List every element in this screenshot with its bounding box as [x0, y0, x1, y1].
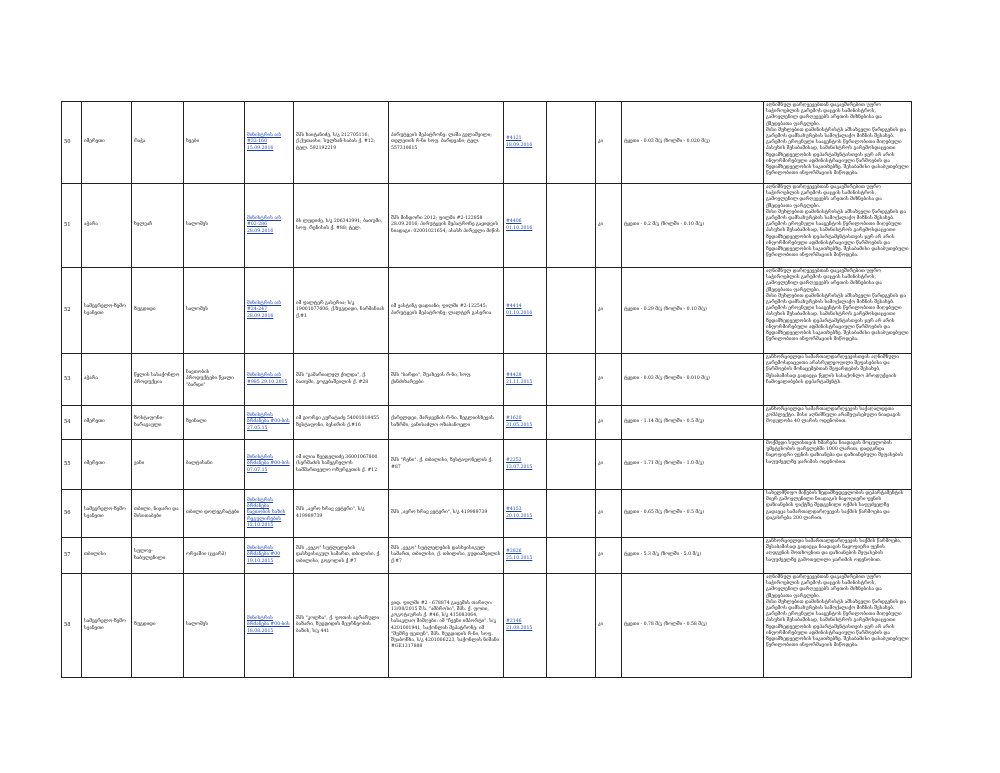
owner-cell [294, 268, 389, 354]
registration-link-text[interactable]: #4153 20.10.2015 [506, 507, 533, 519]
permit-link [245, 184, 294, 268]
permit-link [245, 406, 294, 440]
object-cell [184, 490, 245, 538]
quota-cell [622, 538, 764, 574]
quota-cell [622, 354, 764, 406]
notes-cell [764, 354, 912, 406]
table-row [62, 268, 912, 354]
registration-link [504, 102, 547, 184]
buyer-cell-text: ვიდ. ფილმი #2 - 678874 გაცემის თარიღი: 13/08/2015 შ.ს. "ამბროსი", შპს. ქ. ფოთი, კოკოტაურის ქ. #46, ს/კ 415083064, სასაკლაო მიმღები: იმ "ჩვენი იმპორტი", ს/კ 4201001941, საქონლის მეპატრონე: იმ "მუმრე ფეთუნ", შპს. ზუგდიდის რ-ნი, სოფ. შუაბოჩხა, ს/კ 4201006223, საქონლის ნიშანი #GE1317888 [391, 600, 500, 650]
note-line: აღნიშნულ დარღვევებთან დაკავშირებით უფრო საჭიროებლის გარემოს დაცვის სამინისტროს, გამოვლენილ დარღვევებს არეთის მიზნებისა და ქმედებათა ფარგლები. [766, 269, 882, 293]
status-cell [596, 440, 622, 490]
permit-link [245, 490, 294, 538]
buyer-cell [389, 538, 504, 574]
notes-cell [764, 574, 912, 678]
quota-cell [622, 440, 764, 490]
blank-cell [547, 268, 596, 354]
permit-link-text[interactable]: მინისტრის ა/ბ #02-286 28.09.2016 [247, 216, 282, 234]
buyer-cell-text: პირუტყვის მეპატრონე: ლაშა გელაშვილი; თელეთის რ-ნი სოფ. ბარდვანი; ტელ. 557310615 [391, 133, 492, 151]
status-cell-text: კი [598, 622, 604, 628]
permit-link-text[interactable]: მინისტრის ბრძანება ნავთობის ხაზის რეგულირების 12.10.2015 [247, 498, 286, 528]
owner-cell [294, 406, 389, 440]
note-line: მოქმედი სულისთვის ხმარება ნიადაგის მოცულობის უმეტესობის ფარგლებში 1000 ლარით, დადგინდა ნაყოფიერი ფენის დაზიანება და დაზიანებული შეფასების საფუძველზე ჯარიმის ოდენობით. [766, 441, 904, 465]
row-number-text: 52 [64, 306, 71, 313]
registration-link-text[interactable]: #1620 31.05.2015 [506, 416, 533, 428]
district-cell-text: ვანი [134, 461, 145, 467]
status-cell [596, 538, 622, 574]
object-cell-text: სალომეს [186, 622, 209, 628]
object-cell [184, 184, 245, 268]
status-cell [596, 184, 622, 268]
row-number [62, 184, 82, 268]
district-cell-text: ზუგდიდი [134, 307, 156, 313]
region-cell-text: აჭარა [84, 376, 98, 382]
note-line: აღნიშნულ დარღვევებთან დაკავშირებით უფრო საჭიროებლის გარემოს დაცვის სამინისტროს, გამოვლენილ დარღვევებს არეთის მიზნებისა და ქმედებათა ფარგლები. [766, 185, 882, 209]
row-number-text: 55 [64, 460, 71, 467]
object-cell-text: ბალტისანი [186, 461, 213, 467]
registration-link-text[interactable]: #4121 18.09.2016 [506, 136, 533, 148]
note-line: გარემოს ეროვნული სააგენტოს წერილობითი მიღებული პასუხის შესაბამისად, სამინისტროს გარემოსდაცვითი ზედამხედველობის დეპარტამენტისთვის ჯერ არ არის ინფორმირებული ადმინისტრაციული წარმოების და ზედამხედველობის საკითხებზე. შესაბამისი დასაბუთებული წერილობითი ინფორმაციის მიწოდება. [766, 140, 909, 177]
owner-cell [294, 440, 389, 490]
permit-link-text[interactable]: მინისტრის ა/ბ #985 29.10.2015 [247, 373, 288, 385]
status-cell-text: კი [598, 222, 604, 228]
note-line: განხორციელდა სამართალდარღვევის საქაღალდეთა კომპლექტი. მისი აღნიშნული არაშეფასებული ნიადაგის მოცულობა 40 ლარის ოდენობით. [766, 407, 901, 425]
buyer-cell [389, 184, 504, 268]
status-cell-text: კი [598, 552, 604, 558]
object-cell [184, 102, 245, 184]
buyer-cell-text: შპს მინდორი 2012; ფილმი #2-122858 28.09.2016; პირუტყვის მეპატრონე გაყიდვის ნიადაგი: 02001021654; ასასხ პირველი მიწის [391, 216, 500, 234]
region-cell [82, 574, 132, 678]
row-number [62, 354, 82, 406]
region-cell [82, 440, 132, 490]
quota-cell-text: ტყეთი - 0.65 მ/კ (ზოლში - 0.5 მ/კ) [624, 510, 704, 516]
owner-cell-text: იმ გიორგი კურატაძე 54001018455 ზესტაფონი, ბესირის ქ.#16 [296, 416, 380, 428]
region-cell-text: აჭარა [84, 222, 98, 228]
blank-cell [547, 538, 596, 574]
permit-link [245, 354, 294, 406]
row-number [62, 268, 82, 354]
note-line: სახელმწიფო მიწების ზედამხედველობის დეპარტამენტის მიერ გამოვლენილი ნიადაგის ნაყოფიერი ფენის დაზიანების ფაქტზე შედგენილი ოქმის საფუძველზე გადაეცა სამართალდარღვევის საქმის წარმოება და დაკისრება 200 ლარით. [766, 491, 904, 521]
row-number [62, 490, 82, 538]
quota-cell [622, 406, 764, 440]
object-cell [184, 268, 245, 354]
row-number-text: 54 [64, 418, 71, 425]
notes-cell [764, 490, 912, 538]
status-cell-text: კი [598, 307, 604, 313]
row-number [62, 102, 82, 184]
blank-cell [547, 406, 596, 440]
note-line: განხორციელდა სამართალდარღვევისთვის აღნიშნული გარემოსდაცვითი არასრულყოფილი შეფასებისა და წარმოების მონაცემებთან შეფარდების შესახებ, შესაბამისად გადაეცა წყლის სასაქონლო პროდუქციის ჩამოყალიბების დეპარტამენტს. [766, 355, 899, 385]
owner-cell [294, 354, 389, 406]
owner-cell-text: შპს „ავრო ხრავ ვეტერი", ს/კ 419989739 [296, 507, 365, 519]
district-cell-text: ხელვაჩ [134, 222, 153, 228]
blank-cell [547, 574, 596, 678]
district-cell-text: წყლის სასაქონლო პროდუქცია [134, 373, 180, 385]
note-line: მისი მუხლებით დამინისტრისტს ამსახველი წარდგენის და გარემოს დამსახურების სამოქალაქო მიზნის შესახებ. [766, 127, 906, 139]
notes-cell [764, 538, 912, 574]
permit-link [245, 268, 294, 354]
row-number-text: 53 [64, 375, 71, 382]
registration-link [504, 406, 547, 440]
registration-link [504, 574, 547, 678]
owner-cell-text: ბს ლუდიძე, ს/კ 206343991; ბათუმი, სოფ. რენისის ქ. #88; ტელ. [296, 219, 383, 231]
district-cell-text: თბილი, ნიჯარი და მისითაბები [134, 507, 179, 519]
quota-cell-text: ტყეთი - 1.14 მ/კ (ზოლში - 0.5 მ/კ) [624, 419, 704, 425]
table-row [62, 406, 912, 440]
status-cell [596, 490, 622, 538]
permits-table [61, 101, 912, 678]
object-cell-text: ნავთობის პროდუქტები წყალი "ბარდი" [186, 370, 234, 388]
region-cell [82, 538, 132, 574]
permit-link-text[interactable]: მინისტრის ა/ბ #33-160 15.09.2016 [247, 133, 282, 151]
permit-link [245, 538, 294, 574]
object-cell-text: ზეინალი [186, 419, 207, 425]
owner-cell [294, 102, 389, 184]
owner-cell [294, 574, 389, 678]
row-number-text: 57 [64, 551, 71, 558]
district-cell-text: ზოსტაფონი-ხარაგაული [134, 416, 164, 428]
district-cell [132, 538, 184, 574]
registration-link [504, 354, 547, 406]
region-cell-text: სამეგრელო-ზემო სვანეთი [84, 619, 126, 631]
note-line: გარემოს ეროვნული სააგენტოს წერილობითი მიღებული პასუხის შესაბამისად, სამინისტროს გარემოსდაცვითი ზედამხედველობის დეპარტამენტისთვის ჯერ არ არის ინფორმირებული ადმინისტრაციული წარმოების და ზედამხედველობის საკითხებზე. შესაბამისი დასაბუთებული წერილობითი ინფორმაციის მიწოდება. [766, 222, 909, 259]
table-row [62, 440, 912, 490]
region-cell [82, 354, 132, 406]
buyer-cell [389, 440, 504, 490]
row-number [62, 406, 82, 440]
buyer-cell [389, 406, 504, 440]
region-cell [82, 490, 132, 538]
row-number-text: 50 [64, 138, 71, 145]
region-cell-text: სამეგრელო-ზემო სვანეთი [84, 507, 126, 519]
buyer-cell-text: ქარელდეი, მარჯვენის რ-ნი. ზეგლიისხევის საზრმი, ვანისაძლო ოზაბანოელი [391, 416, 494, 428]
quota-cell [622, 102, 764, 184]
note-line: აღნიშნულ დარღვევებთან დაკავშირებით უფრო საჭიროებლის გარემოს დაცვის სამინისტროს, გამოვლენილ დარღვევებს არეთის მიზნებისა და ქმედებათა ფარგლები. [766, 103, 882, 127]
object-cell [184, 354, 245, 406]
status-cell-text: კი [598, 419, 604, 425]
buyer-cell [389, 490, 504, 538]
district-cell-text: ზუგდიდი [134, 622, 156, 628]
blank-cell [547, 440, 596, 490]
quota-cell-text: ტყეთი - 5.3 მ/კ (ზოლში - 5.0 მ/კ) [624, 552, 701, 558]
note-line: გარემოს ეროვნული სააგენტოს წერილობითი მიღებული პასუხის შესაბამისად, სამინისტროს გარემოსდაცვითი ზედამხედველობის დეპარტამენტისთვის ჯერ არ არის ინფორმირებული ადმინისტრაციული წარმოების და ზედამხედველობის საკითხებზე. შესაბამისი დასაბუთებული წერილობითი ინფორმაციის მიწოდება. [766, 612, 909, 649]
note-line: გარემოს ეროვნული სააგენტოს წერილობითი მიღებული პასუხის შესაბამისად, სამინისტროს გარემოსდაცვითი ზედამხედველობის დეპარტამენტისთვის ჯერ არ არის ინფორმირებული ადმინისტრაციული წარმოების და ზედამხედველობის საკითხებზე. შესაბამისი დასაბუთებული წერილობითი ინფორმაციის მიწოდება. [766, 306, 909, 343]
buyer-cell [389, 354, 504, 406]
region-cell [82, 268, 132, 354]
quota-cell [622, 268, 764, 354]
registration-link-text[interactable]: #4414 01.10.2016 [506, 304, 533, 316]
owner-cell-text: შპს "გამარიალელ ქილდა", ქ. ბათუმი, გოგებაშვილის ქ. #28 [296, 373, 369, 385]
buyer-cell-text: იმ ვასტინგ დადიანი; ფილმი #2-122545; პირუტყვის მეპატრონე; ლალტერ გასერია [391, 304, 492, 316]
district-cell [132, 574, 184, 678]
permit-link-text[interactable]: მინისტრის ბრძანება #00 19.10.2015 [247, 546, 281, 564]
region-cell-text: იმერეთი [84, 419, 105, 425]
permit-link-text[interactable]: მინისტრის ბრძანება #00-ბის 18.08.2015 [247, 616, 290, 634]
registration-link [504, 440, 547, 490]
notes-cell [764, 268, 912, 354]
region-cell [82, 406, 132, 440]
quota-cell-text: ტყეთი - 0.03 მ/კ (ზოლში - 0.010 მ/კ) [624, 376, 710, 382]
registration-link [504, 490, 547, 538]
district-cell-text: სულოე-ხაბულეჩილი [134, 549, 166, 561]
table-row [62, 574, 912, 678]
object-cell [184, 406, 245, 440]
registration-link-text[interactable]: #2252 13.07.2015 [506, 458, 533, 470]
row-number [62, 440, 82, 490]
region-cell-text: იმერეთი [84, 461, 105, 467]
object-cell-text: ორვაშიი (ცვარპ) [186, 552, 227, 558]
table-row [62, 102, 912, 184]
region-cell-text: თბილისი [84, 552, 106, 558]
permit-link-text[interactable]: მინისტრის ბრძანება #00-ბის 07.07.15 [247, 455, 290, 473]
row-number-text: 56 [64, 509, 71, 516]
buyer-cell-text: შპს "რენი", ქ. თბილისი, ზესტაფონელის ქ. #87 [391, 458, 493, 470]
quota-cell-text: ტყეთი - 0.03 მ/კ (ზოლში - 0.020 მ/კ) [624, 139, 710, 145]
district-cell [132, 184, 184, 268]
blank-cell [547, 102, 596, 184]
registration-link-text[interactable]: #4406 01.10.2016 [506, 219, 533, 231]
notes-cell [764, 440, 912, 490]
object-cell-text: ხეები [186, 139, 200, 145]
status-cell [596, 406, 622, 440]
note-line: მისი მუხლებით დამინისტრისტს ამსახველი წარდგენის და გარემოს დამსახურების სამოქალაქო მიზნის შესახებ. [766, 293, 906, 305]
blank-cell [547, 184, 596, 268]
permit-link-text[interactable]: მინისტრის ბრძანება #00-ბის 27.05.15 [247, 413, 290, 431]
table-row [62, 184, 912, 268]
status-cell [596, 268, 622, 354]
object-cell [184, 538, 245, 574]
buyer-cell-text: შპს "ბარდი", შუახევის რ-ნი, სოფ. ქინძიხარვები [391, 373, 472, 385]
buyer-cell [389, 102, 504, 184]
status-cell [596, 102, 622, 184]
object-cell-text: სალომეს [186, 222, 209, 228]
buyer-cell [389, 268, 504, 354]
permit-link [245, 440, 294, 490]
status-cell-text: კი [598, 376, 604, 382]
status-cell-text: კი [598, 510, 604, 516]
quota-cell [622, 574, 764, 678]
region-cell [82, 102, 132, 184]
blank-cell [547, 490, 596, 538]
registration-link-text[interactable]: #2146 21.08.2015 [506, 619, 533, 631]
table-row [62, 490, 912, 538]
registration-link [504, 538, 547, 574]
owner-cell [294, 538, 389, 574]
district-cell [132, 490, 184, 538]
object-cell [184, 574, 245, 678]
permit-link [245, 102, 294, 184]
notes-cell [764, 184, 912, 268]
note-line: მისი მუხლებით დამინისტრისტს ამსახველი წარდგენის და გარემოს დამსახურების სამოქალაქო მიზნის შესახებ. [766, 209, 906, 221]
region-cell-text: სამეგრელო-ზემო სვანეთი [84, 304, 126, 316]
region-cell-text: იმერეთი [84, 139, 105, 145]
status-cell-text: კი [598, 139, 604, 145]
note-line: აღნიშნულ დარღვევებთან დაკავშირებით უფრო საჭიროებლის გარემოს დაცვის სამინისტროს, გამოვლენილ დარღვევებს არეთის მიზნებისა და ქმედებათა ფარგლები. [766, 575, 882, 599]
quota-cell-text: ტყეთი - 0.2 მ/კ (ზოლში - 0.10 მ/კ) [624, 222, 704, 228]
table-body [62, 102, 912, 678]
note-line: განხორციელდა სამართალდარღვევის საქმის წარმოება, შესაბამისად გადაეცა ნიადაგის ნაყოფიერი ფენის აღდგენის მოთხოვნით და დაზიანების შეფასების საფუძველზე გამოთვლილი ჯარიმის ოდენობით. [766, 539, 902, 563]
blank-cell [547, 354, 596, 406]
quota-cell-text: ტყეთი - 0.29 მ/კ (ზოლში - 0.10 მ/კ) [624, 307, 707, 313]
quota-cell [622, 490, 764, 538]
quota-cell-text: ტყეთი - 1.71 მ/კ (ზოლში - 1.0 მ/კ) [624, 461, 704, 467]
quota-cell-text: ტყეთი - 0.78 მ/კ (ზოლში - 0.58 მ/კ) [624, 622, 707, 628]
district-cell [132, 268, 184, 354]
owner-cell-text: შპს "კოლხა", ქ. ფოთის აგრარული ბაზარი, ზუგდიდის მეურნეობის ბაზის, ს/კ 441 [296, 616, 380, 634]
row-number [62, 538, 82, 574]
owner-cell-text: შპს „ვეკო" სუტლელების დასხვისიკულ სამართ, თბილისი, ქ. თბილისი, გოგოლის ქ.#7 [296, 546, 381, 564]
row-number [62, 574, 82, 678]
district-cell-text: რაჭა [134, 139, 146, 145]
owner-cell-text: იმ ფალტერ გასერია; ს/კ 19001077606; ქ.ზუგდიდი, ნარმანიას ქ.#1 [296, 301, 385, 319]
district-cell [132, 406, 184, 440]
row-number-text: 58 [64, 621, 71, 628]
status-cell-text: კი [598, 461, 604, 467]
owner-cell-text: შპს ხაიტანიძე, ს/კ 212705116; ქ.ქუთაისი, სულხან-საბას ქ. #12; ტელ. 592192219 [296, 133, 376, 151]
region-cell [82, 184, 132, 268]
status-cell [596, 354, 622, 406]
buyer-cell-text: შპს „ავრო ხრავ ვეტერი", ს/კ 419989739 [391, 510, 488, 516]
object-cell [184, 440, 245, 490]
permit-link [245, 574, 294, 678]
table-row [62, 354, 912, 406]
note-line: მისი მუხლებით დამინისტრისტს ამსახველი წარდგენის და გარემოს დამსახურების სამოქალაქო მიზნის შესახებ. [766, 599, 906, 611]
permit-link-text[interactable]: მინისტრის ა/ბ #24-247 28.09.2016 [247, 301, 282, 319]
district-cell [132, 440, 184, 490]
owner-cell [294, 490, 389, 538]
object-cell-text: თბილი დოლეგრატები [186, 510, 240, 516]
registration-link-text[interactable]: #4428 21.11.2015 [506, 373, 533, 385]
owner-cell [294, 184, 389, 268]
owner-cell-text: იმ ილია ზვედელიძე 36001067800 (სერმაძის სამეგრელოს სამმართველო ოზურგეთის ქ. #12 [296, 455, 378, 473]
registration-link-text[interactable]: #2826 25.10.2015 [506, 549, 533, 561]
district-cell [132, 102, 184, 184]
object-cell-text: სალომეს [186, 307, 209, 313]
notes-cell [764, 102, 912, 184]
status-cell [596, 574, 622, 678]
quota-cell [622, 184, 764, 268]
district-cell [132, 354, 184, 406]
buyer-cell-text: შპს „ვეკო" სუტლელების დასხვისიკულ სამართ, თბილისი, ქ. თბილისი, გუდიაშვილის ქ.#7 [391, 546, 501, 564]
registration-link [504, 184, 547, 268]
row-number-text: 51 [64, 221, 71, 228]
notes-cell [764, 406, 912, 440]
registration-link [504, 268, 547, 354]
table-row [62, 538, 912, 574]
buyer-cell [389, 574, 504, 678]
